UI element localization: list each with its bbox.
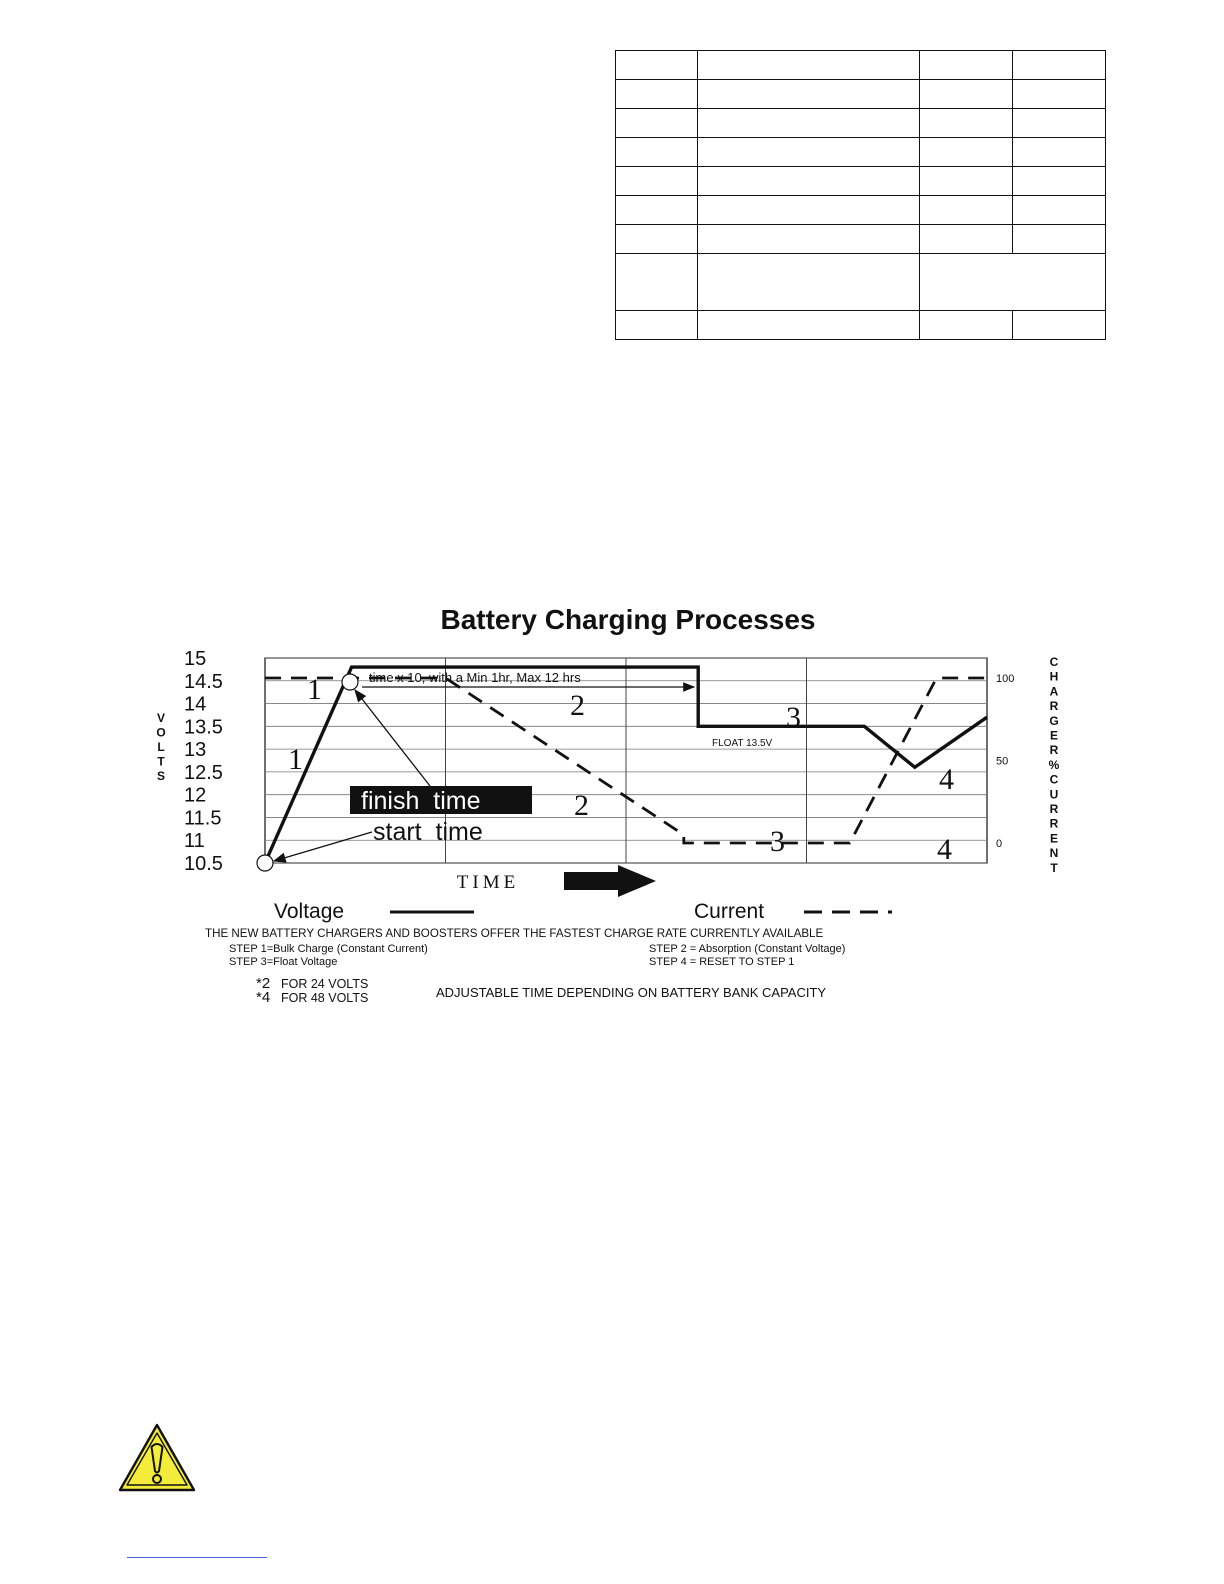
y-tick-label: 11	[184, 830, 205, 853]
step1-note: STEP 1=Bulk Charge (Constant Current)	[229, 943, 428, 955]
step-label: 1	[288, 743, 303, 776]
y2-axis-ticks	[996, 673, 1014, 850]
table-row	[616, 80, 1106, 109]
table-row	[616, 51, 1106, 80]
headline-note: THE NEW BATTERY CHARGERS AND BOOSTERS OFFER THE FASTEST CHARGE RATE CURRENTLY AVAILABLE	[205, 927, 824, 940]
y2-tick-label: 100	[996, 673, 1015, 685]
step-label: 1	[307, 673, 322, 706]
table-row	[616, 196, 1106, 225]
y2-axis-label-text: C H A R G E R % C U R R E N T	[1048, 655, 1060, 875]
y-axis-ticks	[184, 648, 223, 875]
footer-link-rule	[127, 1557, 267, 1558]
table-row	[616, 225, 1106, 254]
step-label: 4	[939, 763, 954, 796]
legend-voltage-label: Voltage	[274, 900, 345, 923]
y-tick-label: 15	[184, 648, 207, 670]
battery-charging-chart	[140, 595, 1080, 1015]
legend-current-label: Current	[694, 900, 765, 923]
adjustable-note: ADJUSTABLE TIME DEPENDING ON BATTERY BANK CAPACITY	[436, 985, 827, 1000]
x-axis-label: TIME	[456, 872, 520, 893]
warning-icon	[117, 1422, 197, 1494]
finish-time-label: finish time	[361, 787, 481, 815]
volts24-num: *2	[256, 975, 271, 992]
step3-note: STEP 3=Float Voltage	[229, 956, 338, 968]
y-tick-label: 14.5	[184, 670, 223, 693]
y-axis-label-text: V O L T S	[156, 711, 166, 783]
step-label: 2	[570, 689, 585, 722]
y-axis-label	[156, 711, 165, 783]
time-note: time x 10, with a Min 1hr, Max 12 hrs	[369, 670, 581, 685]
y-tick-label: 12	[184, 784, 207, 807]
step-label: 2	[574, 789, 589, 822]
y2-tick-label: 50	[996, 755, 1009, 768]
table-row	[616, 311, 1106, 340]
step-label: 4	[937, 833, 952, 866]
y-tick-label: 13	[184, 739, 207, 762]
y-tick-label: 11.5	[184, 807, 222, 830]
table-row	[616, 254, 1106, 311]
finish-point-marker	[342, 674, 358, 690]
start-time-label: start time	[373, 818, 483, 846]
chart-title: Battery Charging Processes	[440, 604, 816, 635]
float-note: FLOAT 13.5V	[712, 738, 773, 749]
y2-axis-label	[1049, 655, 1060, 875]
table-row	[616, 109, 1106, 138]
step4-note: STEP 4 = RESET TO STEP 1	[649, 956, 795, 968]
step2-note: STEP 2 = Absorption (Constant Voltage)	[649, 943, 846, 955]
volts48-note: FOR 48 VOLTS	[281, 991, 369, 1005]
table-row	[616, 167, 1106, 196]
y-tick-label: 10.5	[184, 853, 223, 875]
time-arrow-icon	[564, 865, 656, 897]
y-tick-label: 12.5	[184, 761, 223, 784]
volts48-num: *4	[256, 989, 271, 1006]
spec-table	[615, 50, 1106, 340]
start-point-marker	[257, 855, 273, 871]
y2-tick-label: 0	[996, 838, 1003, 850]
step-label: 3	[786, 701, 801, 734]
volts24-note: FOR 24 VOLTS	[281, 977, 369, 991]
step-label: 3	[770, 825, 785, 858]
y-tick-label: 14	[184, 693, 207, 716]
start-time-pointer	[274, 832, 372, 861]
table-row	[616, 138, 1106, 167]
y-tick-label: 13.5	[184, 716, 223, 739]
